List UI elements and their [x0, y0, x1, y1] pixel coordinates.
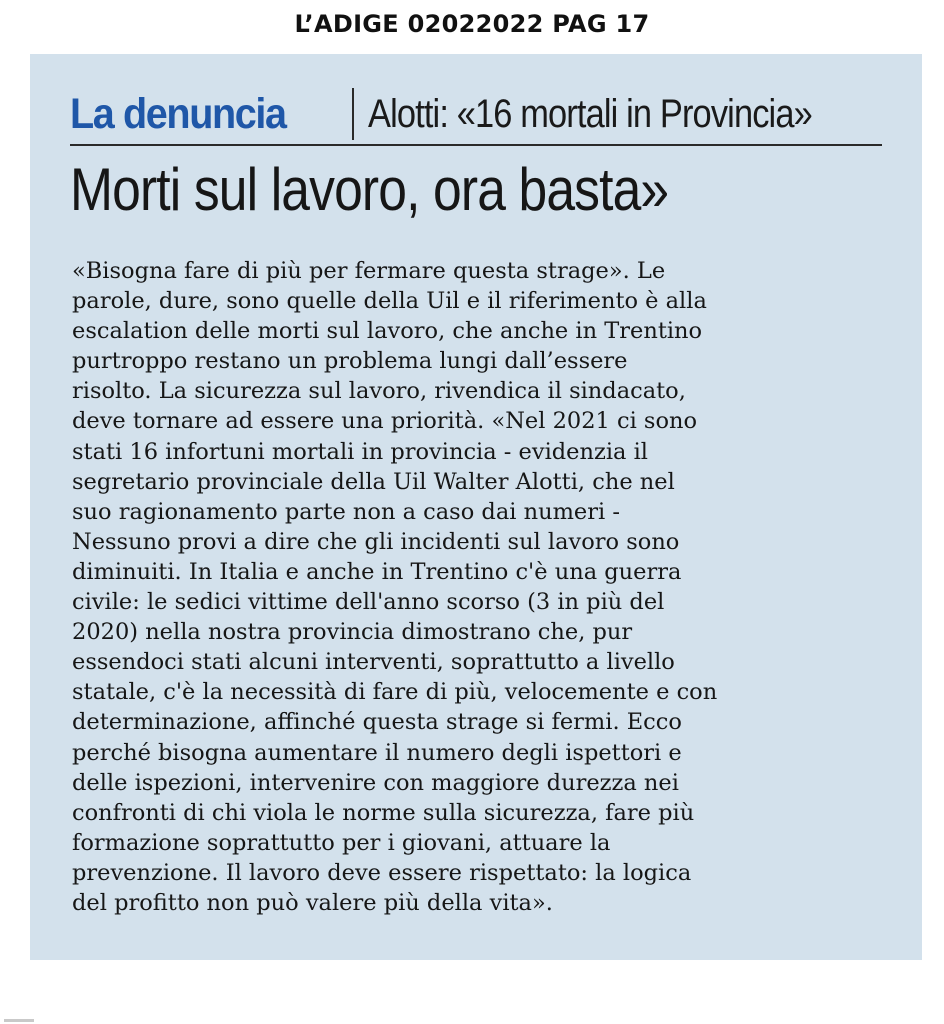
body-line: prevenzione. Il lavoro deve essere rispettato: la logica	[72, 859, 692, 886]
body-line: «Bisogna fare di più per fermare questa strage». Le	[72, 258, 666, 284]
body-line: essendoci stati alcuni interventi, soprattutto a livello	[72, 649, 675, 676]
body-line: delle ispezioni, intervenire con maggiore durezza nei	[72, 769, 679, 796]
footer-mark	[4, 1019, 34, 1022]
body-line: perché bisogna aumentare il numero degli ispettori e	[72, 739, 682, 766]
body-line: del profitto non può valere più della vita».	[72, 889, 553, 916]
article-body	[72, 256, 902, 918]
body-line: purtroppo restano un problema lungi dall’essere	[72, 348, 628, 375]
body-line: escalation delle morti sul lavoro, che anche in Trentino	[72, 318, 703, 345]
body-line: suo ragionamento parte non a caso dai numeri -	[72, 498, 620, 525]
body-line: confronti di chi viola le norme sulla sicurezza, fare più	[72, 799, 695, 826]
body-line: parole, dure, sono quelle della Uil e il riferimento è alla	[72, 288, 707, 315]
body-line: deve tornare ad essere una priorità. «Nel 2021 ci sono	[72, 408, 698, 435]
body-line: statale, c'è la necessità di fare di più, velocemente e con	[72, 679, 718, 706]
kicker-row	[70, 84, 882, 146]
page-header: L’ADIGE 02022022 PAG 17	[294, 10, 650, 38]
body-line: formazione soprattutto per i giovani, attuare la	[72, 829, 611, 856]
body-line: segretario provinciale della Uil Walter Alotti, che nel	[72, 468, 675, 495]
body-line: determinazione, affinché questa strage si fermi. Ecco	[72, 709, 682, 736]
kicker-divider	[352, 88, 354, 140]
subtitle: Alotti: «16 mortali in Provincia»	[368, 92, 812, 136]
body-line: Nessuno provi a dire che gli incidenti sul lavoro sono	[72, 528, 680, 555]
body-line: stati 16 infortuni mortali in provincia - evidenzia il	[72, 438, 649, 465]
headline: Morti sul lavoro, ora basta»	[70, 156, 669, 223]
article-box	[30, 54, 922, 960]
body-line: 2020) nella nostra provincia dimostrano che, pur	[72, 619, 633, 646]
body-line: risolto. La sicurezza sul lavoro, rivendica il sindacato,	[72, 378, 686, 405]
kicker: La denuncia	[70, 90, 286, 138]
body-line: diminuiti. In Italia e anche in Trentino c'è una guerra	[72, 558, 682, 585]
body-line: civile: le sedici vittime dell'anno scorso (3 in più del	[72, 589, 665, 616]
